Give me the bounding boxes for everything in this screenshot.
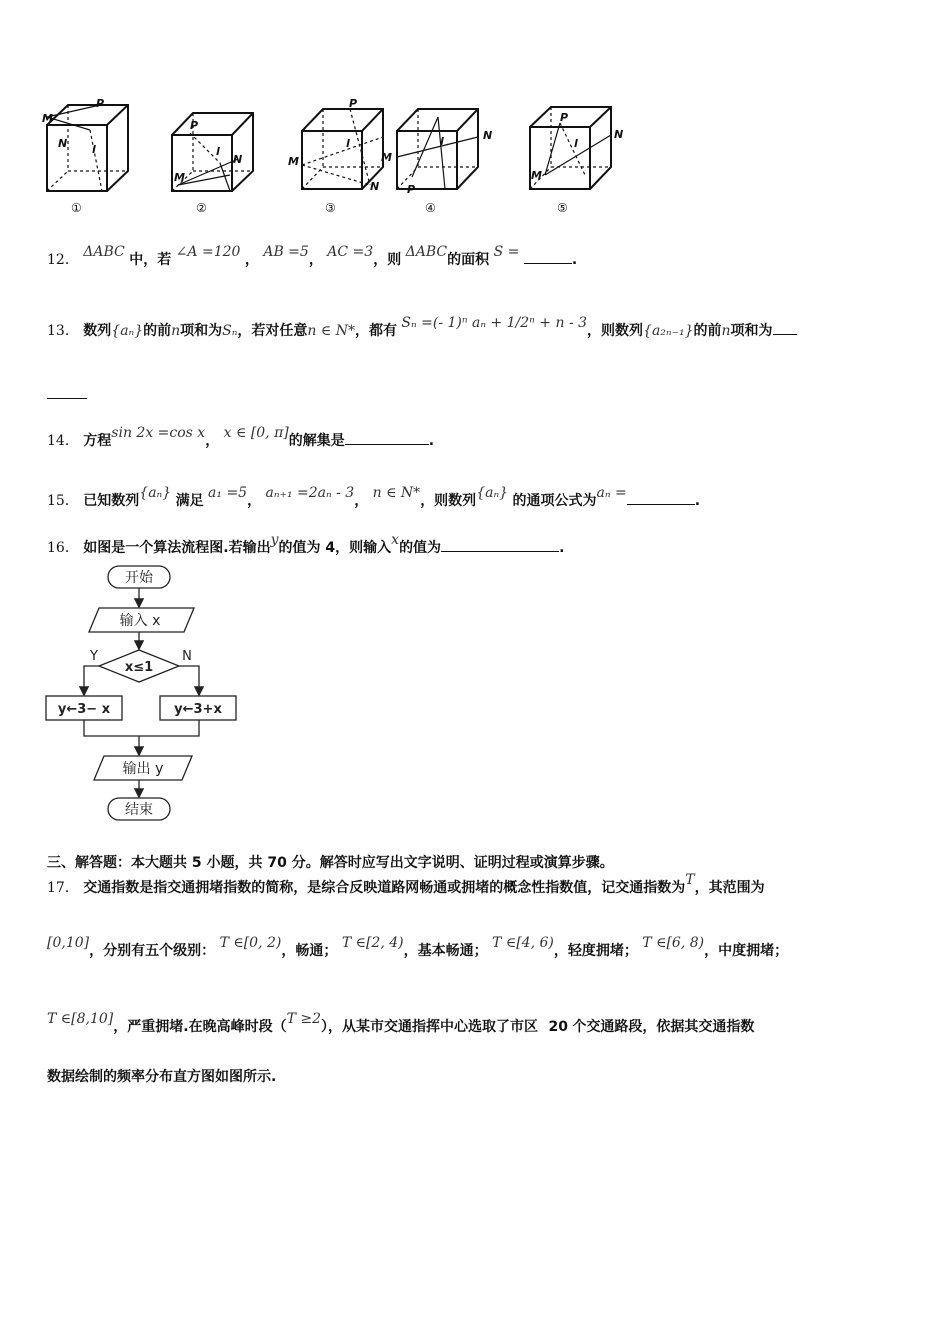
- q17-text-10: 个交通路段，依据其交通指数: [572, 1019, 755, 1035]
- cube-5: [530, 107, 611, 189]
- q17-level-1: T ∈[0, 2): [219, 935, 282, 951]
- q16-number: 16．: [47, 540, 79, 556]
- q13-text-8: 项和为: [730, 323, 773, 339]
- q17-text-1: 交通指数是指交通拥堵指数的简称，是综合反映道路网畅通或拥堵的概念性指数值，记交通指数为: [83, 880, 686, 896]
- q12-comma: ，: [244, 252, 259, 268]
- q16-y: y: [270, 532, 279, 548]
- cube2-label-l: l: [216, 145, 220, 158]
- cube1-label-l: l: [92, 143, 96, 156]
- question-14: [47, 425, 435, 450]
- q17-level-4: T ∈[6, 8): [642, 935, 705, 951]
- q17-range: [0,10]: [47, 935, 90, 951]
- q12-triangle-2: ΔABC: [405, 244, 448, 260]
- cube3-label-n: N: [370, 180, 380, 193]
- q12-text-1: 中，若: [129, 252, 172, 268]
- q17-peak: T ≥2: [286, 1011, 322, 1027]
- cube2-label-m: M: [174, 171, 185, 184]
- q13-text-4: ，若对任意: [237, 323, 308, 339]
- q17-T: T: [685, 872, 695, 888]
- q17-level-2: T ∈[2, 4): [341, 935, 404, 951]
- flow-left-label: y←3− x: [57, 702, 111, 717]
- q14-period: .: [428, 433, 435, 449]
- question-17-line-4: 数据绘制的频率分布直方图如图所示.: [47, 1069, 277, 1085]
- question-13: [47, 315, 797, 340]
- cube-4: [397, 109, 478, 189]
- q16-x: x: [391, 532, 400, 548]
- q14-text-2: 的解集是: [288, 433, 345, 449]
- q15-comma: ，: [247, 493, 262, 509]
- q13-formula: Sₙ =(- 1)ⁿ aₙ + 1/2ⁿ + n - 3: [401, 315, 588, 331]
- flow-end-label: 结束: [125, 802, 153, 818]
- q12-angle: ∠A =120: [175, 244, 241, 260]
- q14-text-1: 方程: [83, 433, 112, 449]
- cube1-label-p: P: [96, 97, 105, 110]
- flowchart: [44, 562, 244, 827]
- q13-answer-blank[interactable]: [773, 320, 797, 335]
- q15-answer-blank[interactable]: [627, 490, 695, 505]
- q15-text-4: 的通项公式为: [512, 493, 597, 509]
- q13-number: 13．: [47, 323, 79, 339]
- q16-period: .: [559, 540, 565, 556]
- q13-text-5: ，都有: [354, 323, 397, 339]
- q17-text-7: ，中度拥堵；: [704, 943, 789, 959]
- cube-label-5: ⑤: [557, 201, 568, 215]
- q17-text-2: ，其范围为: [694, 880, 765, 896]
- cube-label-3: ③: [325, 201, 336, 215]
- q12-triangle: ΔABC: [83, 244, 125, 260]
- cube-3: [302, 109, 383, 189]
- q15-general-term: aₙ =: [596, 485, 627, 501]
- flow-no-label: N: [182, 649, 192, 664]
- cube5-label-n: N: [614, 128, 624, 141]
- q17-level-3: T ∈[4, 6): [492, 935, 554, 951]
- q17-text-9: ），从某市交通指挥中心选取了市区: [321, 1019, 539, 1035]
- question-12: [47, 244, 578, 269]
- cube-label-1: ①: [71, 201, 82, 215]
- question-17-line-2: [47, 935, 789, 960]
- q13-condition: n ∈ N*: [307, 323, 355, 339]
- q15-number: 15．: [47, 493, 79, 509]
- q16-text-2: 的值为 4，则输入: [278, 540, 392, 556]
- q17-number: 17．: [47, 880, 79, 896]
- q13-text-7: 的前: [693, 323, 722, 339]
- flow-input-label: 输入 x: [119, 613, 161, 629]
- q12-period: .: [571, 252, 578, 268]
- cube3-label-p: P: [349, 97, 358, 110]
- q13-text-2: 的前: [143, 323, 172, 339]
- question-17-line-1: [47, 872, 765, 897]
- q13-text-3: 项和为: [180, 323, 223, 339]
- q15-period: .: [694, 493, 701, 509]
- q13-sn: Sₙ: [222, 323, 238, 339]
- question-17-line-3: [47, 1011, 755, 1036]
- q17-text-6: ，轻度拥堵；: [553, 943, 638, 959]
- q12-answer-blank[interactable]: [524, 249, 572, 264]
- q15-seq: {aₙ}: [139, 485, 172, 501]
- flow-decision-label: x≤1: [124, 660, 154, 675]
- question-16: [47, 532, 565, 557]
- q12-number: 12．: [47, 252, 79, 268]
- cube3-label-l: l: [346, 137, 350, 150]
- q13-text-1: 数列: [83, 323, 112, 339]
- q16-text-1: 如图是一个算法流程图.若输出: [83, 540, 271, 556]
- flow-yes-label: Y: [90, 649, 98, 664]
- q13-n-2: n: [721, 323, 731, 339]
- cube-figures: [40, 95, 640, 220]
- cube5-label-l: l: [574, 137, 578, 150]
- q15-text-3: ，则数列: [420, 493, 477, 509]
- q13-text-6: ，则数列: [587, 323, 644, 339]
- cube-label-2: ②: [196, 201, 207, 215]
- q12-ac: AC =3: [327, 244, 374, 260]
- q17-text-8: ，严重拥堵.在晚高峰时段（: [113, 1019, 287, 1035]
- q17-text-4: ，畅通；: [281, 943, 338, 959]
- q12-text-3: 的面积: [447, 252, 490, 268]
- q12-ab: AB =5: [263, 244, 309, 260]
- q14-range: x ∈ [0, π]: [223, 425, 289, 441]
- cube4-label-m: M: [381, 151, 392, 164]
- flow-output-label: 输出 y: [122, 761, 164, 777]
- cube5-label-m: M: [531, 169, 542, 182]
- q12-comma: ，: [308, 252, 323, 268]
- cube3-label-m: M: [288, 155, 299, 168]
- q12-text-2: ，则: [373, 252, 402, 268]
- cube2-label-p: P: [190, 119, 199, 132]
- q14-number: 14．: [47, 433, 79, 449]
- q13-answer-blank-cont[interactable]: [47, 398, 87, 399]
- q15-comma: ，: [354, 493, 369, 509]
- cube1-label-n: N: [58, 137, 68, 150]
- q17-count: 20: [548, 1019, 568, 1035]
- q17-text-3: ，分别有五个级别：: [89, 943, 216, 959]
- cube4-label-l: l: [440, 135, 444, 148]
- q15-condition: n ∈ N*: [372, 485, 421, 501]
- q14-equation: sin 2x =cos x: [111, 425, 206, 441]
- cube-label-4: ④: [425, 201, 436, 215]
- q15-recurrence: aₙ₊₁ =2aₙ - 3: [265, 485, 355, 501]
- q12-s: S =: [493, 244, 520, 260]
- flow-right-label: y←3+x: [174, 702, 222, 717]
- cube2-label-n: N: [233, 153, 243, 166]
- q14-comma: ，: [205, 433, 220, 449]
- q13-odd-seq: {a₂ₙ₋₁}: [643, 323, 694, 339]
- q17-level-5: T ∈[8,10]: [47, 1011, 114, 1027]
- q15-seq-2: {aₙ}: [476, 485, 509, 501]
- q16-text-3: 的值为: [399, 540, 442, 556]
- question-15: [47, 485, 701, 510]
- q16-answer-blank[interactable]: [441, 537, 559, 552]
- cube1-label-m: M: [42, 112, 53, 125]
- flow-start-label: 开始: [125, 570, 153, 586]
- q15-text-1: 已知数列: [83, 493, 140, 509]
- q15-a1: a₁ =5: [208, 485, 248, 501]
- q14-answer-blank[interactable]: [345, 430, 429, 445]
- q13-seq: {aₙ}: [111, 323, 144, 339]
- cube5-label-p: P: [560, 111, 569, 124]
- q17-text-5: ，基本畅通；: [403, 943, 488, 959]
- q13-n: n: [171, 323, 181, 339]
- section-3-heading: 三、解答题：本大题共 5 小题，共 70 分。解答时应写出文字说明、证明过程或演算步骤。: [47, 855, 614, 871]
- cube4-label-p: P: [407, 183, 416, 196]
- cube4-label-n: N: [483, 129, 493, 142]
- q15-text-2: 满足: [175, 493, 204, 509]
